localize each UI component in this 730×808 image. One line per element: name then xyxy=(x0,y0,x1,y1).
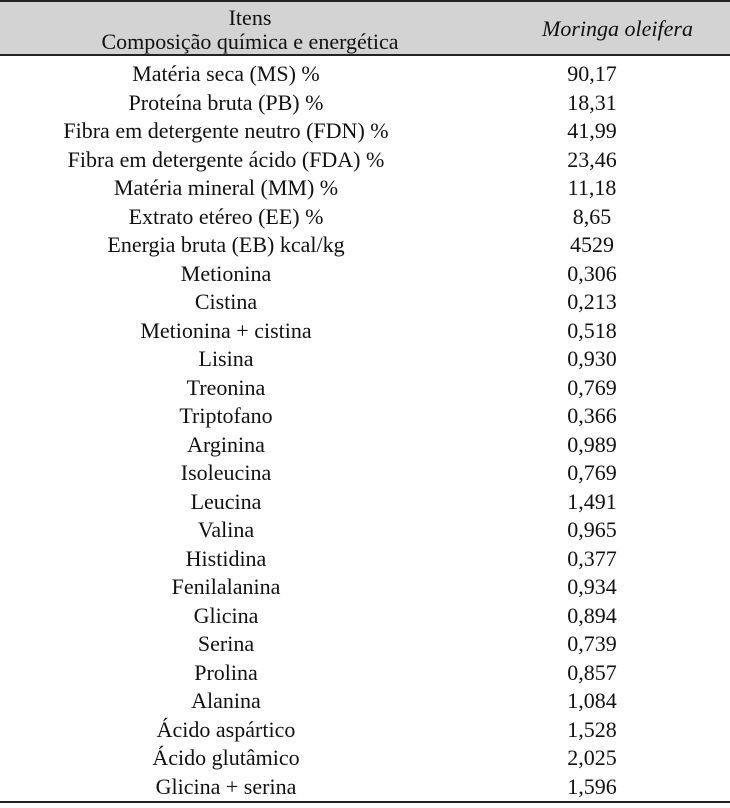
table-row xyxy=(0,260,730,289)
row-value: 0,377 xyxy=(567,545,617,571)
row-item-label: Energia bruta (EB) kcal/kg xyxy=(107,232,345,258)
row-item-label: Triptofano xyxy=(179,403,273,429)
row-item-label: Prolina xyxy=(194,659,258,685)
table-row xyxy=(0,146,730,175)
row-value: 2,025 xyxy=(567,745,617,771)
header-items-column xyxy=(0,2,500,56)
row-item-label: Ácido aspártico xyxy=(156,716,296,742)
row-item-label: Glicina + serina xyxy=(155,773,297,799)
row-item-label: Matéria mineral (MM) % xyxy=(113,175,339,201)
row-value: 0,739 xyxy=(567,631,617,657)
row-item-label: Serina xyxy=(197,631,255,657)
row-item-label: Metionina xyxy=(180,260,272,286)
table-body xyxy=(0,60,730,801)
row-value: 4529 xyxy=(570,232,614,258)
table-bottom-rule xyxy=(0,801,730,803)
table-row xyxy=(0,773,730,802)
row-item-label: Glicina xyxy=(193,602,259,628)
row-value: 1,084 xyxy=(567,688,617,714)
row-item-label: Cistina xyxy=(194,289,258,315)
table-row xyxy=(0,60,730,89)
table-row xyxy=(0,716,730,745)
row-item-label: Leucina xyxy=(190,488,262,514)
table-row xyxy=(0,317,730,346)
table-row xyxy=(0,89,730,118)
row-value: 41,99 xyxy=(567,118,617,144)
row-value: 0,769 xyxy=(567,374,617,400)
row-value: 0,989 xyxy=(567,431,617,457)
table-row xyxy=(0,174,730,203)
row-value: 0,857 xyxy=(567,659,617,685)
row-item-label: Fibra em detergente neutro (FDN) % xyxy=(63,118,389,144)
table-row xyxy=(0,488,730,517)
row-item-label: Fenilalanina xyxy=(171,574,281,600)
row-value: 0,934 xyxy=(567,574,617,600)
table-row xyxy=(0,345,730,374)
table-row xyxy=(0,459,730,488)
table-row xyxy=(0,516,730,545)
row-item-label: Proteína bruta (PB) % xyxy=(128,89,324,115)
table-row xyxy=(0,431,730,460)
row-value: 0,769 xyxy=(567,460,617,486)
table-row xyxy=(0,659,730,688)
row-value: 1,528 xyxy=(567,716,617,742)
row-item-label: Valina xyxy=(197,517,255,543)
table-row xyxy=(0,203,730,232)
row-value: 0,930 xyxy=(567,346,617,372)
table-header xyxy=(0,0,730,56)
row-value: 0,894 xyxy=(567,602,617,628)
row-item-label: Metionina + cistina xyxy=(140,317,312,343)
row-item-label: Isoleucina xyxy=(180,460,272,486)
row-value: 0,965 xyxy=(567,517,617,543)
row-item-label: Arginina xyxy=(187,431,265,457)
table-row xyxy=(0,602,730,631)
header-items-title: Itens xyxy=(228,5,272,30)
row-value: 0,213 xyxy=(567,289,617,315)
row-item-label: Histidina xyxy=(185,545,267,571)
row-item-label: Fibra em detergente ácido (FDA) % xyxy=(67,146,385,172)
header-species-column: Moringa oleifera xyxy=(542,16,693,41)
header-items-subtitle: Composição química e energética xyxy=(101,29,399,54)
table-row xyxy=(0,744,730,773)
table-row xyxy=(0,573,730,602)
row-value: 1,596 xyxy=(567,773,617,799)
row-value: 18,31 xyxy=(567,89,617,115)
row-value: 23,46 xyxy=(567,146,617,172)
table-row xyxy=(0,402,730,431)
table-row xyxy=(0,117,730,146)
row-value: 8,65 xyxy=(572,203,612,229)
table-row xyxy=(0,545,730,574)
row-item-label: Extrato etéreo (EE) % xyxy=(128,203,324,229)
row-item-label: Lisina xyxy=(198,346,254,372)
row-item-label: Matéria seca (MS) % xyxy=(132,61,320,87)
row-value: 1,491 xyxy=(567,488,617,514)
row-value: 0,306 xyxy=(567,260,617,286)
table-row xyxy=(0,630,730,659)
row-value: 0,518 xyxy=(567,317,617,343)
row-value: 90,17 xyxy=(567,61,617,87)
row-value: 0,366 xyxy=(567,403,617,429)
table-row xyxy=(0,687,730,716)
row-item-label: Alanina xyxy=(191,688,261,714)
row-item-label: Ácido glutâmico xyxy=(152,745,300,771)
table-row xyxy=(0,374,730,403)
row-value: 11,18 xyxy=(567,175,617,201)
table-row xyxy=(0,288,730,317)
row-item-label: Treonina xyxy=(186,374,266,400)
table-row xyxy=(0,231,730,260)
